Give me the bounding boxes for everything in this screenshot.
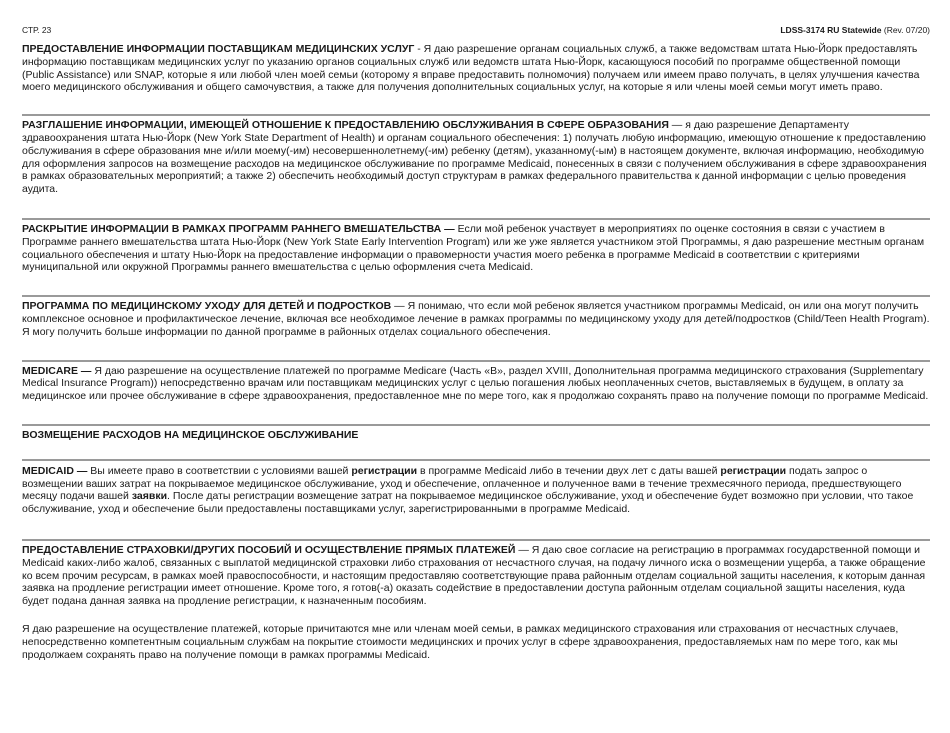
section-insurance-direct-payments (22, 544, 930, 608)
section-child-teen-health (22, 300, 930, 338)
section-body-part: подать запрос о возмещении ваших затрат на покрываемое медицинское обслуживание, уход и обеспечение, оплаченное и полученное вами в течение трехмесячного периода, предшествующего месяцу подачи вашей (22, 464, 902, 503)
section-body-part: Вы имеете право в соответствии с условиями вашей (87, 464, 352, 477)
form-id: LDSS-3174 RU (780, 25, 840, 35)
section-body-part: в программе Medicaid либо в течении двух лет с даты вашей (417, 464, 721, 477)
paragraph (22, 465, 930, 516)
section-divider (22, 114, 930, 116)
section-education-services (22, 119, 930, 196)
form-identifier (780, 25, 930, 35)
paragraph (22, 43, 930, 94)
page-number: СТР. 23 (22, 25, 52, 35)
section-title: MEDICAID — (22, 464, 88, 477)
section-medicare (22, 365, 930, 403)
form-revision: (Rev. 07/20) (883, 25, 930, 35)
section-body-part: . После даты регистрации возмещение затрат на покрываемое медицинское обслуживание, уход и обеспечение будет возможно при условии, что такое обслуживание, уход и обеспечение были предоставлены поставщиками услуг, зарегистрированными в программе Medicaid. (22, 490, 914, 516)
section-body: — Я понимаю, что если мой ребенок является участником программы Medicaid, он или она могут получить комплексное основное и профилактическое лечение, включая все необходимое лечение в рамках программы по медицинскому уходу для детей/подростков (Child/Teen Health Program). Я могу получить больше информации по данной программе в районных отделах социального обеспечения. (22, 300, 930, 338)
section-divider (22, 218, 930, 220)
section-body: Если мой ребенок участвует в мероприятиях по оценке состояния в связи с участием в Программе раннего вмешательства штата Нью-Йорк (New York State Early Intervention Program) или же уже является участником этой Программы, я даю разрешение местным органам социального обеспечения и штату Нью-Йорк на предоставление информации о правомерности участия моего ребенка в программе Medicaid в соответствии с критериями муниципальной или окружной Программы раннего вмешательства с целью оформления счета Medicaid. (22, 222, 925, 274)
section-title: РАСКРЫТИЕ ИНФОРМАЦИИ В РАМКАХ ПРОГРАММ РАННЕГО ВМЕШАТЕЛЬСТВА — (22, 222, 455, 235)
section-divider (22, 360, 930, 362)
emphasis-registration: регистрации (351, 464, 418, 477)
section-title: РАЗГЛАШЕНИЕ ИНФОРМАЦИИ, ИМЕЮЩЕЙ ОТНОШЕНИЕ К ПРЕДОСТАВЛЕНИЮ ОБСЛУЖИВАНИЯ В СФЕРЕ ОБРАЗОВАНИЯ (22, 119, 669, 132)
emphasis-registration: регистрации (720, 464, 787, 477)
page-header (22, 25, 930, 39)
section-payment-authorization (22, 623, 930, 661)
section-provider-information (22, 43, 930, 94)
paragraph (22, 365, 930, 403)
paragraph (22, 300, 930, 338)
section-divider (22, 295, 930, 297)
section-body: Я даю разрешение на осуществление платежей по программе Medicare (Часть «B», раздел XVIII, Дополнительная программа медицинского страхования (Supplementary Medical Insurance Program)) непосредственно врачам или поставщикам медицинских услуг с целью погашения любых неоплаченных счетов, выставляемых в будущем, в оплату за медицинское или прочее обслуживание в сфере здравоохранения, предоставленное мне по мере того, как я продолжаю сохранять право на получение помощи по программе Medicaid. (22, 364, 929, 403)
paragraph: Я даю разрешение на осуществление платежей, которые причитаются мне или членам моей семьи, в рамках медицинского страхования или страхования от несчастных случаев, непосредственно компетентным социальным службам на покрытие стоимости медицинских и прочих услуг в сфере здравоохранения, предоставляемых нам по мере того, как мы продолжаем сохранять право на получение помощи в рамках программы Medicaid. (22, 622, 899, 661)
paragraph (22, 223, 930, 274)
section-divider (22, 539, 930, 541)
paragraph (22, 544, 930, 608)
section-title: ПРЕДОСТАВЛЕНИЕ ИНФОРМАЦИИ ПОСТАВЩИКАМ МЕДИЦИНСКИХ УСЛУГ (22, 43, 415, 55)
section-medicaid (22, 465, 930, 516)
section-early-intervention (22, 223, 930, 274)
section-title: ПРЕДОСТАВЛЕНИЕ СТРАХОВКИ/ДРУГИХ ПОСОБИЙ И ОСУЩЕСТВЛЕНИЕ ПРЯМЫХ ПЛАТЕЖЕЙ (22, 543, 516, 556)
section-title: MEDICARE — (22, 364, 92, 377)
section-title: ВОЗМЕЩЕНИЕ РАСХОДОВ НА МЕДИЦИНСКОЕ ОБСЛУЖИВАНИЕ (22, 428, 359, 441)
section-title: ПРОГРАММА ПО МЕДИЦИНСКОМУ УХОДУ ДЛЯ ДЕТЕЙ И ПОДРОСТКОВ (22, 300, 392, 313)
emphasis-application: заявки (131, 490, 168, 503)
document-content (22, 43, 930, 661)
form-scope: Statewide (841, 25, 882, 35)
section-reimbursement-heading (22, 429, 930, 442)
section-body: — Я даю свое согласие на регистрацию в программах государственной помощи и Medicaid каких-либо жалоб, связанных с выплатой медицинской страховки либо страхования от несчастного случая, на подачу личного иска о возмещении ущерба, а также обращение ко всем прочим ресурсам, в рамках моей правоспособности, и настоящим предоставляю соответствующие права районным отделам социальной защиты населения, к которым данная заявка на продление регистрации имеет отношение. Кроме того, я готов(-а) оказать содействие в предоставлении доступа районным отделам социальной защиты населения, куда будет подана данная заявка на продление регистрации, к назначенным пособиям. (22, 543, 926, 608)
paragraph (22, 119, 930, 196)
section-body: — я даю разрешение Департаменту здравоохранения штата Нью-Йорк (New York State Department of Health) и органам социального обеспечения: 1) получать любую информацию, имеющую отношение к предоставлению обслуживания в сфере образования мне и/или моему(-им) несовершеннолетнему(-им) ребенку (детям), указанному(-ым) в настоящем документе, включая информацию, необходимую для оформления запросов на возмещение расходов на медицинское обслуживание по программе Medicaid, понесенных в связи с получением обслуживания в сфере здравоохранения в рамках образовательных мероприятий; а также 2) обеспечить необходимый доступ структурам в рамках федерального правительства к данной информации с целью проведения аудита. (22, 119, 927, 196)
section-divider (22, 424, 930, 426)
section-divider (22, 459, 930, 461)
paragraph (22, 429, 930, 442)
section-body: - Я даю разрешение органам социальных служб, а также ведомствам штата Нью-Йорк предоставлять информацию поставщикам медицинских услуг по указанию органов социальных служб или ведомств штата Нью-Йорк, касающуюся пособий по программе общественной помощи (Public Assistance) или SNAP, которые я или любой член моей семьи (которому я вправе предоставить полномочия) получаем или имеем право получать, в целях улучшения качества моего медицинского обслуживания и общего самочувствия, а также для получения дополнительных социальных услуг, на которые я или члены моей семьи могут иметь право. (22, 43, 920, 94)
